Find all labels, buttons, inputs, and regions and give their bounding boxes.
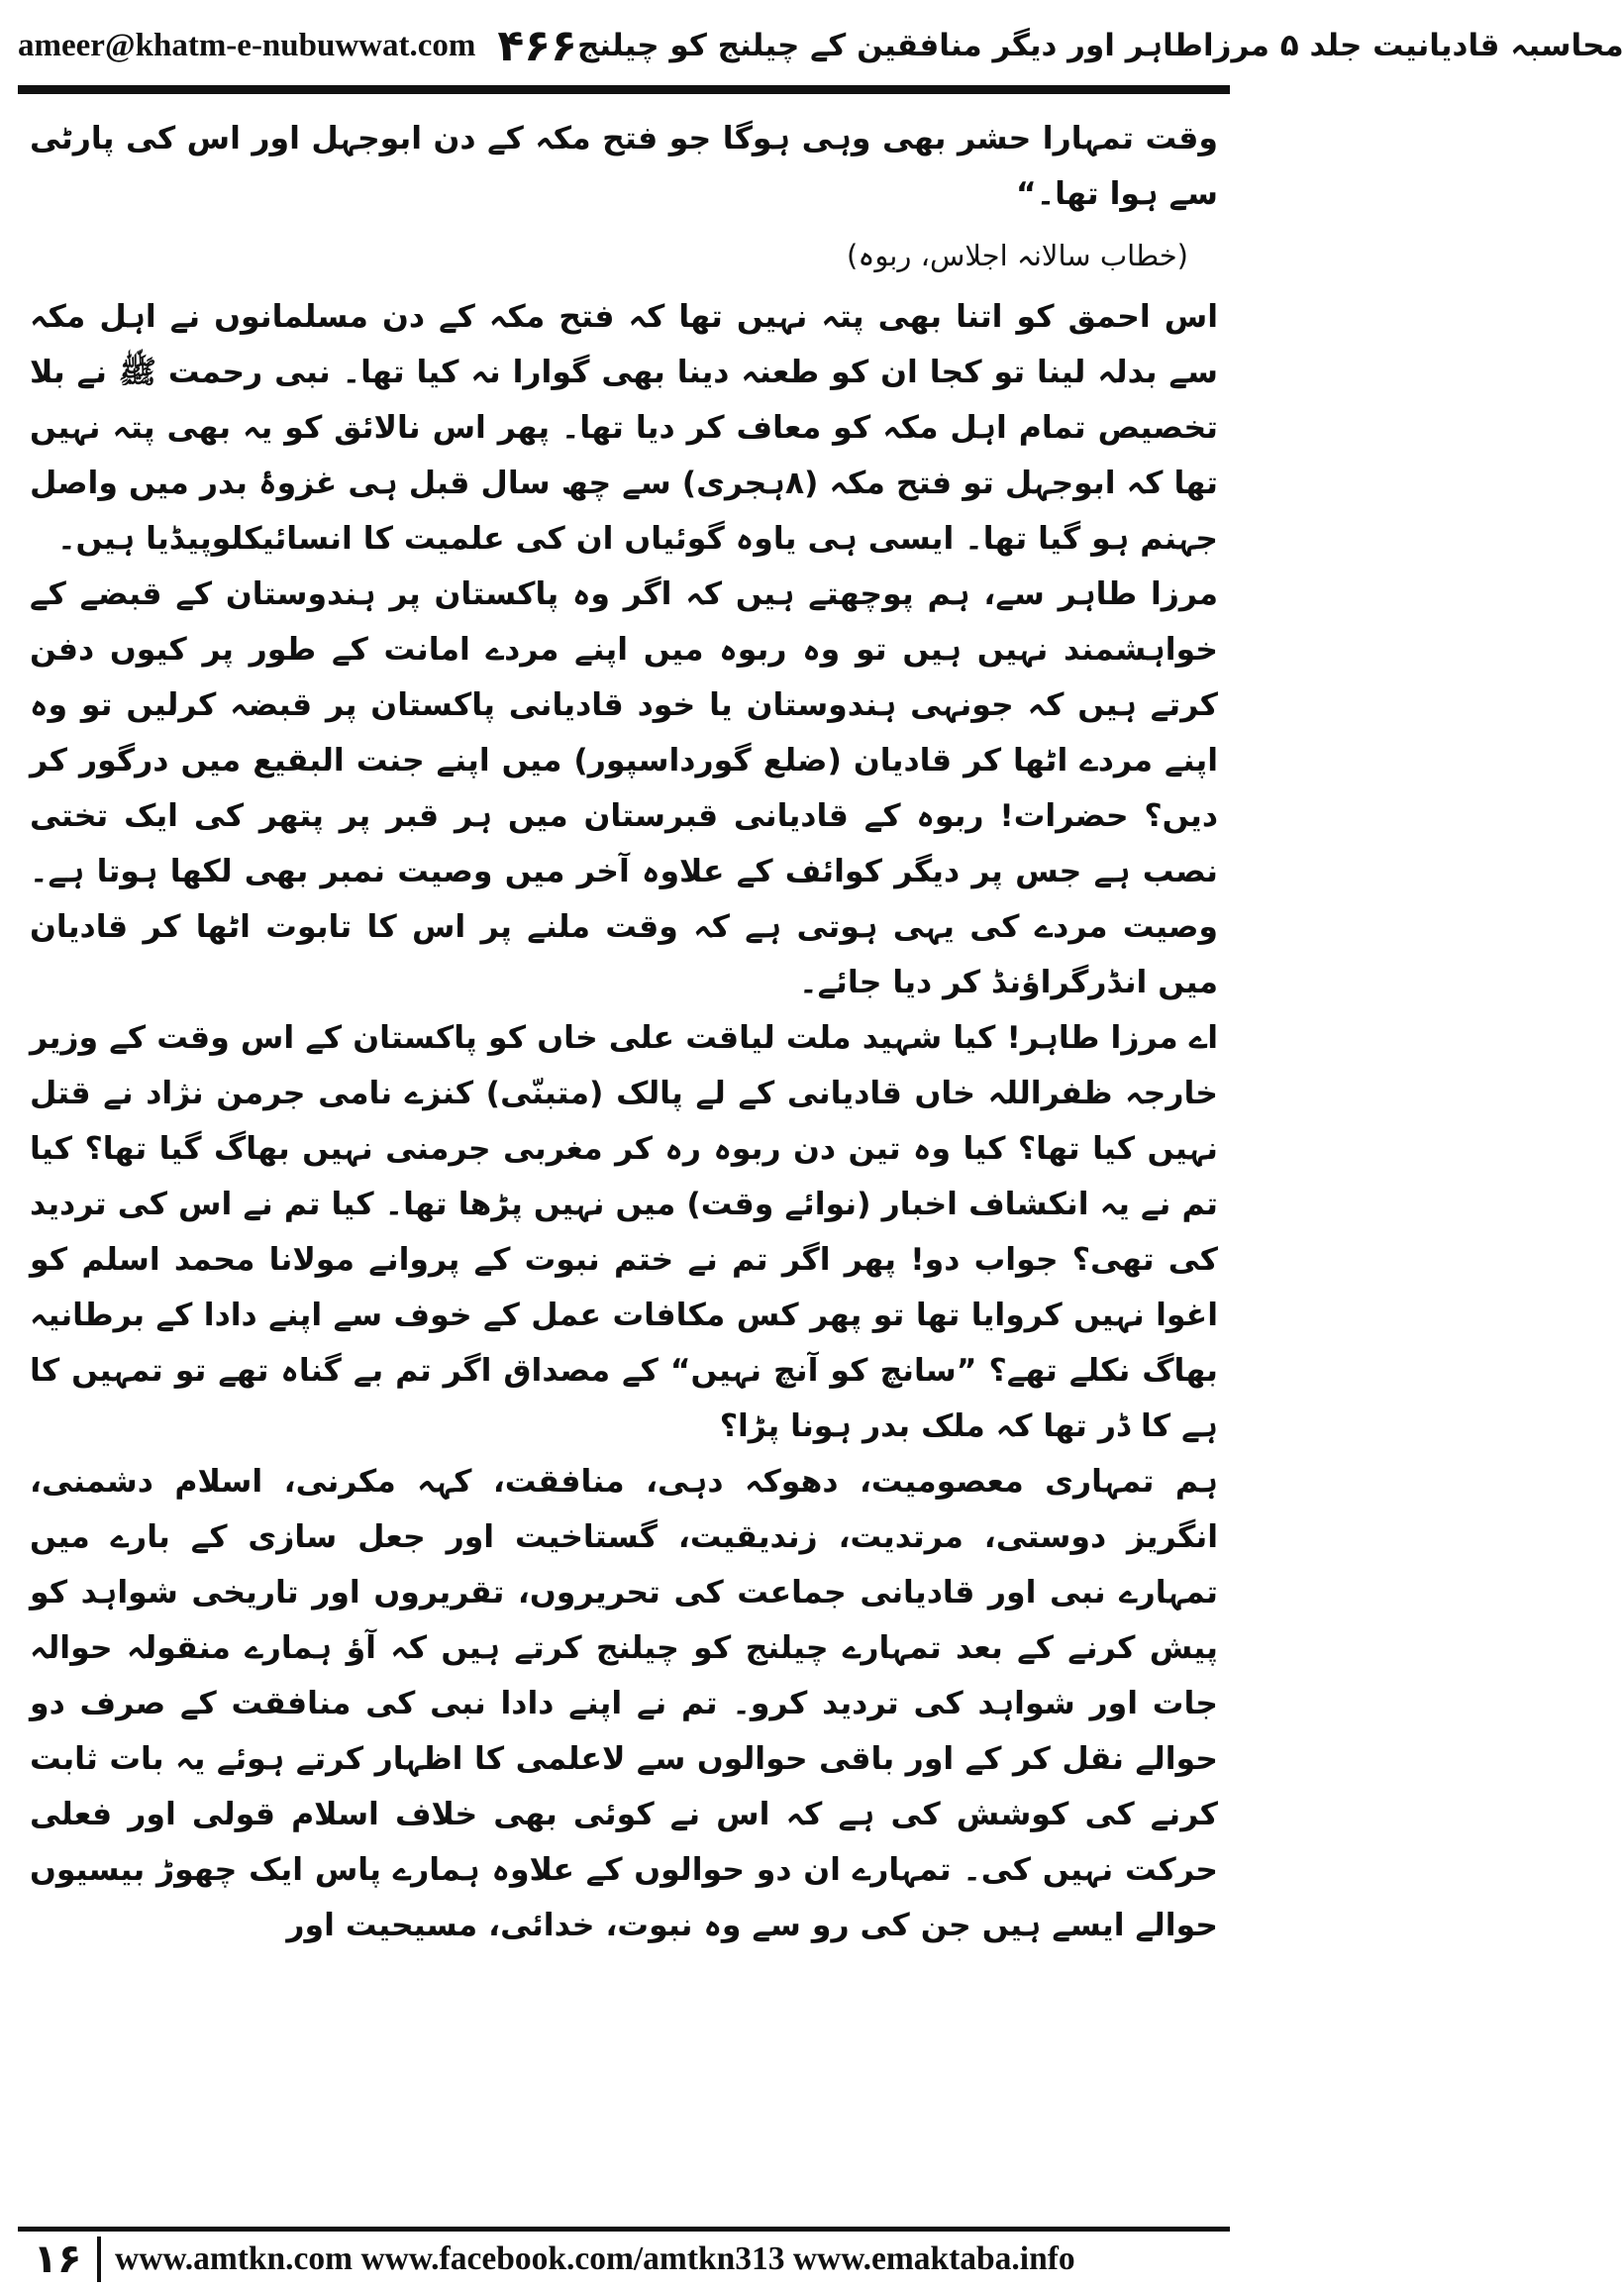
paragraph: ہم تمہاری معصومیت، دھوکہ دہی، منافقت، کہہ مکرنی، اسلام دشمنی، انگریز دوستی، مرتدیت، زندیقیت، گستاخیت اور جعل سازی کے بارے میں تمہارے نبی اور قادیانی جماعت کی تحریروں، تقریروں اور تاریخی شواہد کو پیش کرنے کے بعد تمہارے چیلنج کو چیلنج کرتے ہیں کہ آؤ ہمارے منقولہ حوالہ جات اور شواہد کی تردید کرو۔ تم نے اپنے دادا نبی کی منافقت کے صرف دو حوالے نقل کر کے اور باقی حوالوں سے لاعلمی کا اظہار کرتے ہوئے یہ بات ثابت کرنے کی کوشش کی ہے کہ اس نے کوئی بھی خلاف اسلام قولی اور فعلی حرکت نہیں کی۔ تمہارے ان دو حوالوں کے علاوہ ہمارے پاس ایک چھوڑ بیسیوں حوالے ایسے ہیں جن کی رو سے وہ نبوت، خدائی، مسیحیت اور — [30, 1464, 1218, 1943]
paragraph: مرزا طاہر سے، ہم پوچھتے ہیں کہ اگر وہ پاکستان پر ہندوستان کے قبضے کے خواہشمند نہیں ہیں تو وہ ربوہ میں اپنے مردے امانت کے طور پر کیوں دفن کرتے ہیں کہ جونہی ہندوستان یا خود قادیانی پاکستان پر قبضہ کرلیں تو وہ اپنے مردے اٹھا کر قادیان (ضلع گورداسپور) میں اپنے جنت البقیع میں درگور کر دیں؟ حضرات! ربوہ کے قادیانی قبرستان میں ہر قبر پر پتھر کی ایک تختی نصب ہے جس پر دیگر کوائف کے علاوہ آخر میں وصیت نمبر بھی لکھا ہوتا ہے۔ وصیت مردے کی یہی ہوتی ہے کہ وقت ملنے پر اس کا تابوت اٹھا کر قادیان میں انڈرگراؤنڈ کر دیا جائے۔ — [30, 576, 1218, 1000]
page-header — [18, 10, 1624, 81]
paragraph: اے مرزا طاہر! کیا شہید ملت لیاقت علی خاں کو پاکستان کے اس وقت کے وزیر خارجہ ظفراللہ خاں قادیانی کے لے پالک (متبنّی) کنزے نامی جرمن نژاد نے قتل نہیں کیا تھا؟ کیا وہ تین دن ربوہ رہ کر مغربی جرمنی نہیں بھاگ گیا تھا؟ کیا تم نے یہ انکشاف اخبار (نوائے وقت) میں نہیں پڑھا تھا۔ کیا تم نے اس کی تردید کی تھی؟ جواب دو! پھر اگر تم نے ختم نبوت کے پروانے مولانا محمد اسلم کو اغوا نہیں کروایا تھا تو پھر کس مکافات عمل کے خوف سے اپنے دادا کے برطانیہ بھاگ نکلے تھے؟ ”سانچ کو آنچ نہیں“ کے مصداق اگر تم بے گناہ تھے تو تمہیں کا ہے کا ڈر تھا کہ ملک بدر ہونا پڑا؟ — [30, 1020, 1218, 1444]
quote-source: (خطاب سالانہ اجلاس، ربوہ) — [847, 239, 1188, 272]
header-rule — [18, 85, 1230, 94]
body-text — [30, 111, 1218, 2221]
paragraph: اس احمق کو اتنا بھی پتہ نہیں تھا کہ فتح مکہ کے دن مسلمانوں نے اہل مکہ سے بدلہ لینا تو کجا ان کو طعنہ دینا بھی گوارا نہ کیا تھا۔ نبی رحمت ﷺ نے بلا تخصیص تمام اہل مکہ کو معاف کر دیا تھا۔ پھر اس نالائق کو یہ بھی پتہ نہیں تھا کہ ابوجہل تو فتح مکہ (۸ہجری) سے چھ سال قبل ہی غزوۂ بدر میں واصل جہنم ہو گیا تھا۔ ایسی ہی یاوہ گوئیاں ان کی علمیت کا انسائیکلوپیڈیا ہیں۔ — [30, 299, 1218, 557]
header-email: ameer@khatm-e-nubuwwat.com — [18, 27, 476, 63]
footer-rule — [18, 2227, 1230, 2232]
footer-page-number: ۱۶ — [18, 2236, 101, 2282]
paragraph-quote-end: وقت تمہارا حشر بھی وہی ہوگا جو فتح مکہ کے دن ابوجہل اور اس کی پارٹی سے ہوا تھا۔“ — [30, 121, 1218, 212]
page-footer — [18, 2235, 1230, 2284]
footer-websites: www.amtkn.com www.facebook.com/amtkn313 www.emaktaba.info — [115, 2240, 1075, 2277]
header-page-number: ۴۶۶ — [497, 20, 577, 71]
header-left — [18, 21, 577, 71]
book-title: محاسبہ قادیانیت جلد ۵ مرزاطاہر اور دیگر منافقین کے چیلنج کو چیلنج — [576, 28, 1624, 63]
